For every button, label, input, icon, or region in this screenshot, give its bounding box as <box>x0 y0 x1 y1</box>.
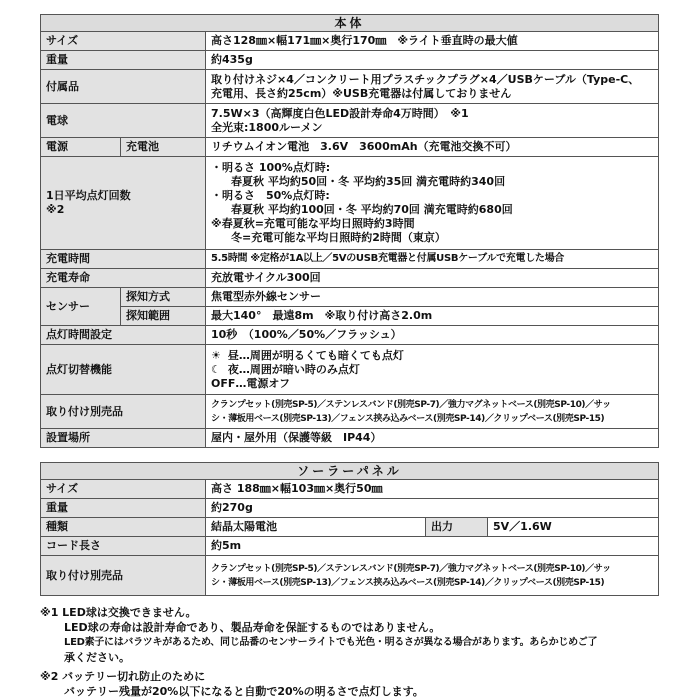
size-value: 高さ128㎜×幅171㎜×奥行170㎜ ※ライト垂直時の最大値 <box>206 32 659 51</box>
avg-line: 春夏秋 平均約100回・冬 平均約70回 満充電時約680回 <box>231 203 513 216</box>
sun-icon: ☀ <box>211 348 221 362</box>
size-label: サイズ <box>41 32 206 51</box>
avg-line: 冬=充電可能な平均日照時約2時間（東京） <box>231 231 446 244</box>
solar-options-value <box>206 556 659 596</box>
bulb-label: 電球 <box>41 104 206 138</box>
weight-value: 約435g <box>206 51 659 70</box>
battery-life-label: 充電寿命 <box>41 269 206 288</box>
footnotes <box>40 605 665 699</box>
bulb-value <box>206 104 659 138</box>
solar-options-label: 取り付け別売品 <box>41 556 206 596</box>
solar-weight-label: 重量 <box>41 499 206 518</box>
bulb-line: 全光束:1800ルーメン <box>211 120 323 134</box>
solar-size-label: サイズ <box>41 480 206 499</box>
options-value <box>206 395 659 429</box>
location-value: 屋内・屋外用（保護等級 IP44） <box>206 429 659 448</box>
sensor-method-value: 焦電型赤外線センサー <box>206 288 659 307</box>
avg-count-label <box>41 157 206 250</box>
avg-line: 春夏秋 平均約50回・冬 平均約35回 満充電時約340回 <box>231 175 506 188</box>
solar-type-label: 種類 <box>41 518 206 537</box>
avg-count-note-ref: ※2 <box>46 203 65 216</box>
battery-value: リチウムイオン電池 3.6V 3600mAh（充電池交換不可） <box>206 138 659 157</box>
weight-label: 重量 <box>41 51 206 70</box>
note1-text: 承ください。 <box>64 651 130 664</box>
battery-life-value: 充放電サイクル300回 <box>206 269 659 288</box>
accessories-line: 充電用、長さ約25cm）※USB充電器は付属しておりません <box>211 86 512 100</box>
mode-off: OFF…電源オフ <box>211 376 291 390</box>
avg-line: ・明るさ 50%点灯時: <box>211 189 330 202</box>
solar-spec-table <box>40 462 659 596</box>
sensor-range-value: 最大140° 最遠8m ※取り付け高さ2.0m <box>206 307 659 326</box>
charge-time-label: 充電時間 <box>41 250 206 269</box>
mode-night-text: 夜…周囲が暗い時のみ点灯 <box>227 362 360 376</box>
solar-table-title: ソーラーパネル <box>41 463 659 480</box>
options-line: シ・薄板用ベース(別売SP-13)／フェンス挟み込みベース(別売SP-14)／クリップベース(別売SP-15) <box>211 413 605 424</box>
options-line: クランプセット(別売SP-5)／ステンレスバンド(別売SP-7)／強力マグネットベース(別売SP-10)／サッ <box>211 399 611 410</box>
solar-options-line: クランプセット(別売SP-5)／ステンレスバンド(別売SP-7)／強力マグネットベース(別売SP-10)／サッ <box>211 563 611 574</box>
timer-value: 10秒 （100%／50%／フラッシュ） <box>206 326 659 345</box>
moon-icon: ☾ <box>211 362 221 376</box>
solar-options-line: シ・薄板用ベース(別売SP-13)／フェンス挟み込みベース(別売SP-14)／クリップベース(別売SP-15) <box>211 577 605 588</box>
avg-count-value <box>206 157 659 250</box>
accessories-value <box>206 70 659 104</box>
bulb-line: 7.5W×3（高輝度白色LED設計寿命4万時間） ※1 <box>211 106 469 120</box>
main-table-title: 本体 <box>41 15 659 32</box>
options-label: 取り付け別売品 <box>41 395 206 429</box>
sensor-method-label: 探知方式 <box>121 288 206 307</box>
avg-line: ※春夏秋=充電可能な平均日照時約3時間 <box>211 217 415 230</box>
mode-night <box>211 363 653 377</box>
mode-day <box>211 349 653 363</box>
solar-cord-label: コード長さ <box>41 537 206 556</box>
timer-label: 点灯時間設定 <box>41 326 206 345</box>
solar-weight-value: 約270g <box>206 499 659 518</box>
solar-size-value: 高さ 188㎜×幅103㎜×奥行50㎜ <box>206 480 659 499</box>
sensor-label: センサー <box>41 288 121 326</box>
solar-cord-value: 約5m <box>206 537 659 556</box>
solar-output-value: 5V／1.6W <box>488 518 659 537</box>
charge-time-value: 5.5時間 ※定格が1A以上／5VのUSB充電器と付属USBケーブルで充電した場合 <box>206 250 659 269</box>
note2-title: ※2 バッテリー切れ防止のために <box>40 670 206 683</box>
note1-text: LED素子にはバラツキがあるため、同じ品番のセンサーライトでも光色・明るさが異なる場合があります。あらかじめご了 <box>64 637 598 648</box>
avg-line: ・明るさ 100%点灯時: <box>211 161 331 174</box>
mode-value <box>206 345 659 395</box>
mode-day-text: 昼…周囲が明るくても暗くても点灯 <box>227 348 404 362</box>
battery-label: 充電池 <box>121 138 206 157</box>
solar-type-value: 結晶太陽電池 <box>206 518 426 537</box>
note1-title: ※1 LED球は交換できません。 <box>40 606 197 619</box>
sensor-range-label: 探知範囲 <box>121 307 206 326</box>
avg-count-label-line: 1日平均点灯回数 <box>46 189 131 202</box>
main-spec-table <box>40 14 659 448</box>
accessories-label: 付属品 <box>41 70 206 104</box>
note1-text: LED球の寿命は設計寿命であり、製品寿命を保証するものではありません。 <box>64 621 441 634</box>
solar-output-label: 出力 <box>426 518 488 537</box>
power-label: 電源 <box>41 138 121 157</box>
location-label: 設置場所 <box>41 429 206 448</box>
note2-text: バッテリー残量が20%以下になると自動で20%の明るさで点灯します。 <box>64 685 424 698</box>
mode-label: 点灯切替機能 <box>41 345 206 395</box>
accessories-line: 取り付けネジ×4／コンクリート用プラスチックプラグ×4／USBケーブル（Type-C、 <box>211 72 640 86</box>
